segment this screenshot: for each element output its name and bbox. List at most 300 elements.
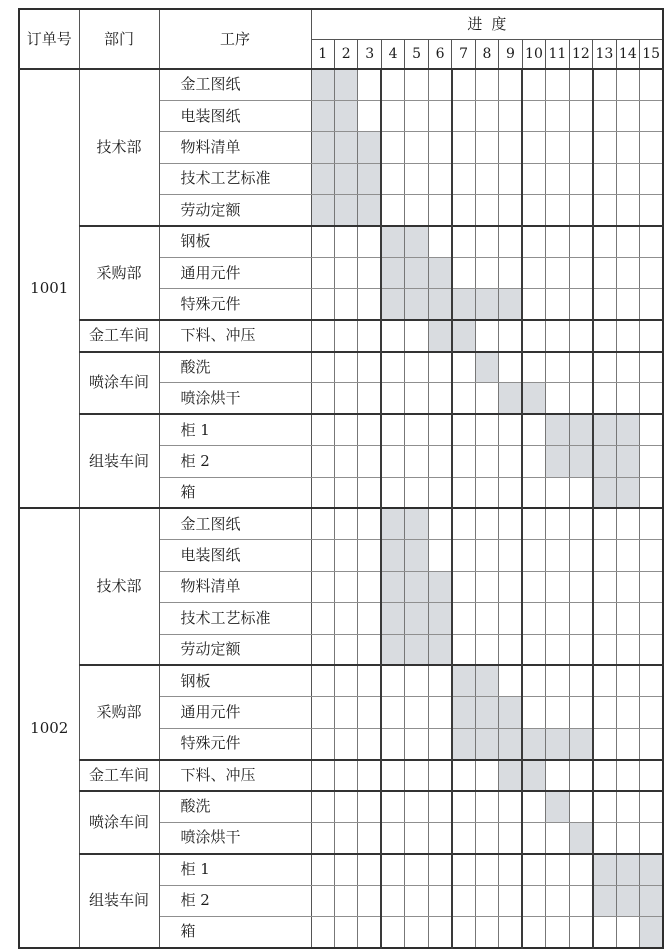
day-cell bbox=[522, 414, 545, 445]
day-cell bbox=[546, 320, 569, 351]
day-header: 10 bbox=[522, 39, 545, 69]
day-cell bbox=[334, 571, 357, 602]
day-cell bbox=[569, 540, 592, 571]
process-cell: 劳动定额 bbox=[159, 634, 311, 665]
process-row bbox=[19, 854, 663, 885]
process-cell: 柜 1 bbox=[159, 854, 311, 885]
day-cell bbox=[640, 289, 664, 320]
day-cell bbox=[428, 885, 451, 916]
day-cell bbox=[616, 195, 639, 226]
day-cell bbox=[499, 414, 522, 445]
gantt-bar-cell bbox=[640, 854, 664, 885]
day-cell bbox=[499, 917, 522, 948]
day-cell bbox=[616, 760, 639, 791]
day-cell bbox=[334, 508, 357, 539]
day-cell bbox=[569, 791, 592, 822]
gantt-bar-cell bbox=[546, 728, 569, 759]
day-cell bbox=[499, 195, 522, 226]
gantt-bar-cell bbox=[405, 540, 428, 571]
day-cell bbox=[522, 603, 545, 634]
day-header: 9 bbox=[499, 39, 522, 69]
day-cell bbox=[381, 383, 404, 414]
gantt-bar-cell bbox=[381, 603, 404, 634]
gantt-bar-cell bbox=[358, 163, 381, 194]
gantt-bar-cell bbox=[452, 728, 475, 759]
day-header: 1 bbox=[311, 39, 334, 69]
table-header bbox=[19, 9, 663, 69]
day-cell bbox=[405, 697, 428, 728]
day-cell bbox=[640, 634, 664, 665]
day-cell bbox=[381, 791, 404, 822]
day-cell bbox=[616, 603, 639, 634]
day-header: 14 bbox=[616, 39, 639, 69]
day-cell bbox=[640, 477, 664, 508]
day-cell bbox=[640, 163, 664, 194]
day-cell bbox=[334, 917, 357, 948]
gantt-bar-cell bbox=[311, 132, 334, 163]
gantt-bar-cell bbox=[405, 289, 428, 320]
day-cell bbox=[334, 665, 357, 696]
gantt-bar-cell bbox=[381, 257, 404, 288]
day-cell bbox=[428, 665, 451, 696]
day-cell bbox=[381, 446, 404, 477]
day-cell bbox=[405, 822, 428, 853]
gantt-bar-cell bbox=[499, 697, 522, 728]
day-cell bbox=[593, 728, 616, 759]
day-cell bbox=[358, 571, 381, 602]
process-cell: 下料、冲压 bbox=[159, 760, 311, 791]
department-cell: 技术部 bbox=[79, 69, 159, 226]
gantt-schedule-table bbox=[18, 8, 664, 949]
gantt-bar-cell bbox=[640, 885, 664, 916]
gantt-bar-cell bbox=[405, 571, 428, 602]
gantt-bar-cell bbox=[334, 163, 357, 194]
gantt-bar-cell bbox=[428, 289, 451, 320]
day-cell bbox=[546, 226, 569, 257]
day-cell bbox=[452, 760, 475, 791]
day-cell bbox=[546, 383, 569, 414]
day-cell bbox=[640, 446, 664, 477]
day-cell bbox=[569, 352, 592, 383]
day-cell bbox=[334, 854, 357, 885]
day-cell bbox=[428, 446, 451, 477]
process-cell: 下料、冲压 bbox=[159, 320, 311, 351]
day-cell bbox=[475, 69, 498, 100]
day-cell bbox=[640, 760, 664, 791]
day-cell bbox=[358, 760, 381, 791]
process-cell: 酸洗 bbox=[159, 352, 311, 383]
day-cell bbox=[546, 352, 569, 383]
day-cell bbox=[311, 320, 334, 351]
gantt-bar-cell bbox=[428, 634, 451, 665]
day-header: 2 bbox=[334, 39, 357, 69]
department-cell: 喷涂车间 bbox=[79, 791, 159, 854]
day-cell bbox=[546, 257, 569, 288]
order-no-header: 订单号 bbox=[19, 9, 79, 69]
day-cell bbox=[405, 885, 428, 916]
day-cell bbox=[522, 854, 545, 885]
day-cell bbox=[311, 257, 334, 288]
day-cell bbox=[522, 257, 545, 288]
day-cell bbox=[546, 822, 569, 853]
gantt-bar-cell bbox=[569, 728, 592, 759]
day-cell bbox=[428, 760, 451, 791]
day-cell bbox=[311, 540, 334, 571]
department-cell: 喷涂车间 bbox=[79, 352, 159, 415]
day-cell bbox=[616, 352, 639, 383]
gantt-bar-cell bbox=[475, 728, 498, 759]
day-cell bbox=[381, 760, 404, 791]
day-cell bbox=[452, 414, 475, 445]
process-cell: 钢板 bbox=[159, 226, 311, 257]
day-cell bbox=[428, 226, 451, 257]
day-cell bbox=[499, 446, 522, 477]
day-cell bbox=[428, 352, 451, 383]
day-cell bbox=[428, 100, 451, 131]
day-cell bbox=[311, 665, 334, 696]
day-cell bbox=[405, 917, 428, 948]
gantt-bar-cell bbox=[616, 446, 639, 477]
day-cell bbox=[334, 634, 357, 665]
day-cell bbox=[616, 100, 639, 131]
day-cell bbox=[428, 163, 451, 194]
process-row bbox=[19, 226, 663, 257]
day-cell bbox=[546, 760, 569, 791]
gantt-bar-cell bbox=[616, 477, 639, 508]
day-cell bbox=[640, 414, 664, 445]
day-cell bbox=[499, 226, 522, 257]
day-cell bbox=[381, 320, 404, 351]
day-cell bbox=[334, 697, 357, 728]
day-cell bbox=[499, 320, 522, 351]
day-cell bbox=[640, 100, 664, 131]
day-cell bbox=[546, 289, 569, 320]
gantt-bar-cell bbox=[381, 226, 404, 257]
order-no-cell: 1001 bbox=[19, 69, 79, 508]
day-cell bbox=[546, 603, 569, 634]
day-cell bbox=[546, 885, 569, 916]
day-cell bbox=[640, 69, 664, 100]
day-cell bbox=[334, 414, 357, 445]
day-cell bbox=[334, 728, 357, 759]
day-cell bbox=[428, 477, 451, 508]
day-cell bbox=[452, 917, 475, 948]
process-cell: 特殊元件 bbox=[159, 289, 311, 320]
department-cell: 采购部 bbox=[79, 665, 159, 759]
day-cell bbox=[593, 383, 616, 414]
day-cell bbox=[593, 917, 616, 948]
day-cell bbox=[311, 571, 334, 602]
day-cell bbox=[358, 854, 381, 885]
day-cell bbox=[499, 603, 522, 634]
process-cell: 喷涂烘干 bbox=[159, 822, 311, 853]
day-cell bbox=[475, 414, 498, 445]
day-cell bbox=[358, 320, 381, 351]
gantt-bar-cell bbox=[452, 320, 475, 351]
day-cell bbox=[334, 822, 357, 853]
day-cell bbox=[452, 822, 475, 853]
process-row bbox=[19, 665, 663, 696]
day-cell bbox=[358, 508, 381, 539]
day-cell bbox=[358, 257, 381, 288]
day-cell bbox=[405, 854, 428, 885]
process-row bbox=[19, 414, 663, 445]
day-cell bbox=[358, 917, 381, 948]
day-cell bbox=[593, 571, 616, 602]
day-cell bbox=[475, 163, 498, 194]
day-cell bbox=[405, 163, 428, 194]
day-cell bbox=[452, 100, 475, 131]
day-cell bbox=[499, 665, 522, 696]
process-cell: 技术工艺标准 bbox=[159, 603, 311, 634]
day-cell bbox=[475, 791, 498, 822]
day-cell bbox=[334, 320, 357, 351]
day-cell bbox=[381, 665, 404, 696]
gantt-bar-cell bbox=[452, 697, 475, 728]
process-cell: 酸洗 bbox=[159, 791, 311, 822]
gantt-bar-cell bbox=[593, 885, 616, 916]
day-cell bbox=[405, 383, 428, 414]
day-cell bbox=[522, 665, 545, 696]
gantt-bar-cell bbox=[499, 383, 522, 414]
day-cell bbox=[405, 69, 428, 100]
gantt-bar-cell bbox=[311, 69, 334, 100]
day-cell bbox=[616, 226, 639, 257]
day-cell bbox=[616, 132, 639, 163]
day-cell bbox=[499, 508, 522, 539]
day-cell bbox=[499, 885, 522, 916]
gantt-bar-cell bbox=[593, 477, 616, 508]
gantt-bar-cell bbox=[428, 257, 451, 288]
department-cell: 技术部 bbox=[79, 508, 159, 665]
day-cell bbox=[452, 446, 475, 477]
day-cell bbox=[640, 603, 664, 634]
day-cell bbox=[334, 226, 357, 257]
day-cell bbox=[475, 540, 498, 571]
day-cell bbox=[334, 603, 357, 634]
day-cell bbox=[546, 69, 569, 100]
day-cell bbox=[593, 540, 616, 571]
day-cell bbox=[358, 226, 381, 257]
day-cell bbox=[311, 917, 334, 948]
day-cell bbox=[616, 917, 639, 948]
day-cell bbox=[569, 289, 592, 320]
gantt-bar-cell bbox=[640, 917, 664, 948]
day-cell bbox=[311, 854, 334, 885]
day-cell bbox=[452, 352, 475, 383]
day-cell bbox=[499, 69, 522, 100]
day-cell bbox=[452, 226, 475, 257]
day-cell bbox=[499, 854, 522, 885]
gantt-bar-cell bbox=[334, 195, 357, 226]
day-cell bbox=[452, 69, 475, 100]
day-cell bbox=[428, 697, 451, 728]
day-cell bbox=[475, 634, 498, 665]
day-cell bbox=[569, 195, 592, 226]
day-cell bbox=[428, 508, 451, 539]
day-cell bbox=[452, 603, 475, 634]
gantt-bar-cell bbox=[546, 414, 569, 445]
day-cell bbox=[499, 257, 522, 288]
day-cell bbox=[522, 289, 545, 320]
process-cell: 通用元件 bbox=[159, 697, 311, 728]
day-cell bbox=[358, 697, 381, 728]
process-row bbox=[19, 320, 663, 351]
header-row-main bbox=[19, 9, 663, 39]
day-cell bbox=[358, 289, 381, 320]
gantt-bar-cell bbox=[593, 414, 616, 445]
day-cell bbox=[522, 508, 545, 539]
day-cell bbox=[569, 697, 592, 728]
day-cell bbox=[546, 477, 569, 508]
day-cell bbox=[546, 132, 569, 163]
process-row bbox=[19, 69, 663, 100]
day-cell bbox=[546, 917, 569, 948]
day-cell bbox=[452, 571, 475, 602]
day-cell bbox=[593, 634, 616, 665]
day-cell bbox=[405, 352, 428, 383]
day-cell bbox=[405, 195, 428, 226]
day-cell bbox=[311, 634, 334, 665]
day-cell bbox=[569, 854, 592, 885]
day-cell bbox=[381, 728, 404, 759]
gantt-bar-cell bbox=[311, 195, 334, 226]
day-cell bbox=[640, 320, 664, 351]
day-cell bbox=[569, 477, 592, 508]
gantt-bar-cell bbox=[381, 634, 404, 665]
day-cell bbox=[475, 257, 498, 288]
gantt-bar-cell bbox=[428, 603, 451, 634]
day-cell bbox=[640, 822, 664, 853]
day-cell bbox=[452, 132, 475, 163]
day-cell bbox=[475, 195, 498, 226]
day-cell bbox=[311, 508, 334, 539]
process-cell: 劳动定额 bbox=[159, 195, 311, 226]
gantt-bar-cell bbox=[311, 100, 334, 131]
department-cell: 金工车间 bbox=[79, 760, 159, 791]
day-cell bbox=[381, 854, 404, 885]
day-cell bbox=[616, 634, 639, 665]
day-cell bbox=[522, 571, 545, 602]
day-cell bbox=[428, 854, 451, 885]
day-cell bbox=[311, 226, 334, 257]
gantt-bar-cell bbox=[405, 634, 428, 665]
gantt-bar-cell bbox=[405, 603, 428, 634]
day-cell bbox=[452, 508, 475, 539]
day-cell bbox=[428, 540, 451, 571]
day-header: 5 bbox=[405, 39, 428, 69]
gantt-bar-cell bbox=[428, 320, 451, 351]
day-cell bbox=[616, 791, 639, 822]
gantt-bar-cell bbox=[522, 760, 545, 791]
day-cell bbox=[546, 665, 569, 696]
day-header: 15 bbox=[640, 39, 664, 69]
day-cell bbox=[358, 477, 381, 508]
day-cell bbox=[334, 352, 357, 383]
day-cell bbox=[569, 634, 592, 665]
day-cell bbox=[475, 822, 498, 853]
gantt-bar-cell bbox=[334, 100, 357, 131]
day-cell bbox=[593, 665, 616, 696]
day-cell bbox=[358, 603, 381, 634]
day-cell bbox=[452, 854, 475, 885]
day-cell bbox=[522, 477, 545, 508]
day-cell bbox=[593, 69, 616, 100]
department-cell: 组装车间 bbox=[79, 414, 159, 508]
gantt-bar-cell bbox=[616, 885, 639, 916]
day-cell bbox=[522, 352, 545, 383]
day-cell bbox=[640, 791, 664, 822]
process-cell: 电装图纸 bbox=[159, 100, 311, 131]
day-cell bbox=[593, 163, 616, 194]
day-cell bbox=[334, 446, 357, 477]
table-body bbox=[19, 69, 663, 948]
day-header: 13 bbox=[593, 39, 616, 69]
day-cell bbox=[522, 195, 545, 226]
day-cell bbox=[381, 195, 404, 226]
day-cell bbox=[569, 665, 592, 696]
day-cell bbox=[475, 226, 498, 257]
day-cell bbox=[358, 885, 381, 916]
day-cell bbox=[640, 728, 664, 759]
day-cell bbox=[381, 477, 404, 508]
day-cell bbox=[499, 132, 522, 163]
process-cell: 金工图纸 bbox=[159, 508, 311, 539]
day-cell bbox=[569, 69, 592, 100]
day-cell bbox=[640, 383, 664, 414]
day-cell bbox=[546, 100, 569, 131]
day-cell bbox=[358, 728, 381, 759]
day-cell bbox=[358, 791, 381, 822]
day-cell bbox=[452, 540, 475, 571]
day-cell bbox=[452, 634, 475, 665]
day-cell bbox=[640, 195, 664, 226]
department-header: 部门 bbox=[79, 9, 159, 69]
day-cell bbox=[475, 603, 498, 634]
process-cell: 箱 bbox=[159, 917, 311, 948]
day-header: 7 bbox=[452, 39, 475, 69]
gantt-bar-cell bbox=[452, 665, 475, 696]
day-cell bbox=[475, 760, 498, 791]
process-cell: 物料清单 bbox=[159, 132, 311, 163]
day-cell bbox=[428, 414, 451, 445]
day-cell bbox=[381, 352, 404, 383]
gantt-bar-cell bbox=[428, 571, 451, 602]
day-cell bbox=[311, 289, 334, 320]
gantt-bar-cell bbox=[405, 257, 428, 288]
gantt-bar-cell bbox=[475, 289, 498, 320]
process-cell: 特殊元件 bbox=[159, 728, 311, 759]
day-cell bbox=[405, 791, 428, 822]
process-cell: 通用元件 bbox=[159, 257, 311, 288]
day-cell bbox=[334, 383, 357, 414]
day-cell bbox=[405, 320, 428, 351]
gantt-bar-cell bbox=[569, 446, 592, 477]
day-cell bbox=[358, 822, 381, 853]
day-cell bbox=[522, 446, 545, 477]
day-cell bbox=[475, 132, 498, 163]
day-cell bbox=[358, 383, 381, 414]
department-cell: 采购部 bbox=[79, 226, 159, 320]
day-cell bbox=[475, 917, 498, 948]
day-cell bbox=[475, 320, 498, 351]
gantt-bar-cell bbox=[475, 352, 498, 383]
day-cell bbox=[522, 100, 545, 131]
gantt-bar-cell bbox=[381, 289, 404, 320]
process-cell: 柜 2 bbox=[159, 885, 311, 916]
process-row bbox=[19, 352, 663, 383]
gantt-bar-cell bbox=[381, 571, 404, 602]
